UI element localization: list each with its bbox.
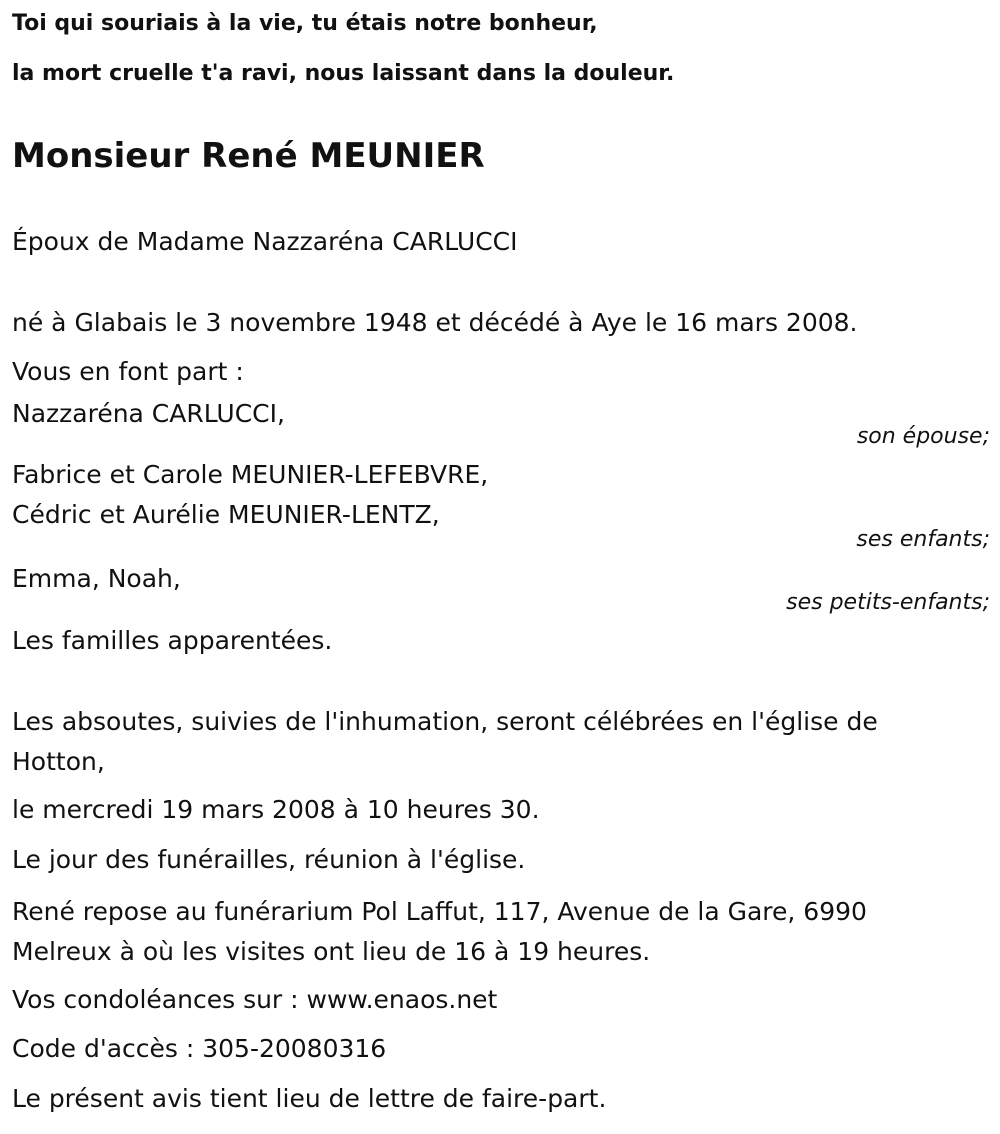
reunion-line: Le jour des funérailles, réunion à l'église. xyxy=(12,845,526,874)
spouse-line: Époux de Madame Nazzaréna CARLUCCI xyxy=(12,227,518,256)
access-code-line: Code d'accès : 305-20080316 xyxy=(12,1034,387,1063)
absoutes-paragraph: Les absoutes, suivies de l'inhumation, seront célébrées en l'église de Hotton, xyxy=(12,707,878,776)
notice-line: Le présent avis tient lieu de lettre de faire-part. xyxy=(12,1084,607,1113)
epitaph-line-1: Toi qui souriais à la vie, tu étais notre bonheur, xyxy=(12,11,598,36)
ceremony-date: le mercredi 19 mars 2008 à 10 heures 30. xyxy=(12,795,540,824)
grandchildren-names: Emma, Noah, xyxy=(12,564,181,593)
announce-line: Vous en font part : xyxy=(12,357,244,386)
birth-death-line: né à Glabais le 3 novembre 1948 et décédé à Aye le 16 mars 2008. xyxy=(12,308,858,337)
grandchildren-role: ses petits-enfants; xyxy=(786,590,990,615)
epitaph-line-2: la mort cruelle t'a ravi, nous laissant dans la douleur. xyxy=(12,61,675,86)
child-2: Cédric et Aurélie MEUNIER-LENTZ, xyxy=(12,500,440,529)
condolences-line: Vos condoléances sur : www.enaos.net xyxy=(12,985,498,1014)
relatives-line: Les familles apparentées. xyxy=(12,626,333,655)
spouse-role: son épouse; xyxy=(856,424,990,449)
children-role: ses enfants; xyxy=(856,527,990,552)
deceased-name-title: Monsieur René MEUNIER xyxy=(12,136,485,176)
child-1: Fabrice et Carole MEUNIER-LEFEBVRE, xyxy=(12,460,489,489)
spouse-name: Nazzaréna CARLUCCI, xyxy=(12,399,285,428)
funerarium-paragraph: René repose au funérarium Pol Laffut, 117, Avenue de la Gare, 6990 Melreux à où les visites ont lieu de 16 à 19 heures. xyxy=(12,897,867,966)
